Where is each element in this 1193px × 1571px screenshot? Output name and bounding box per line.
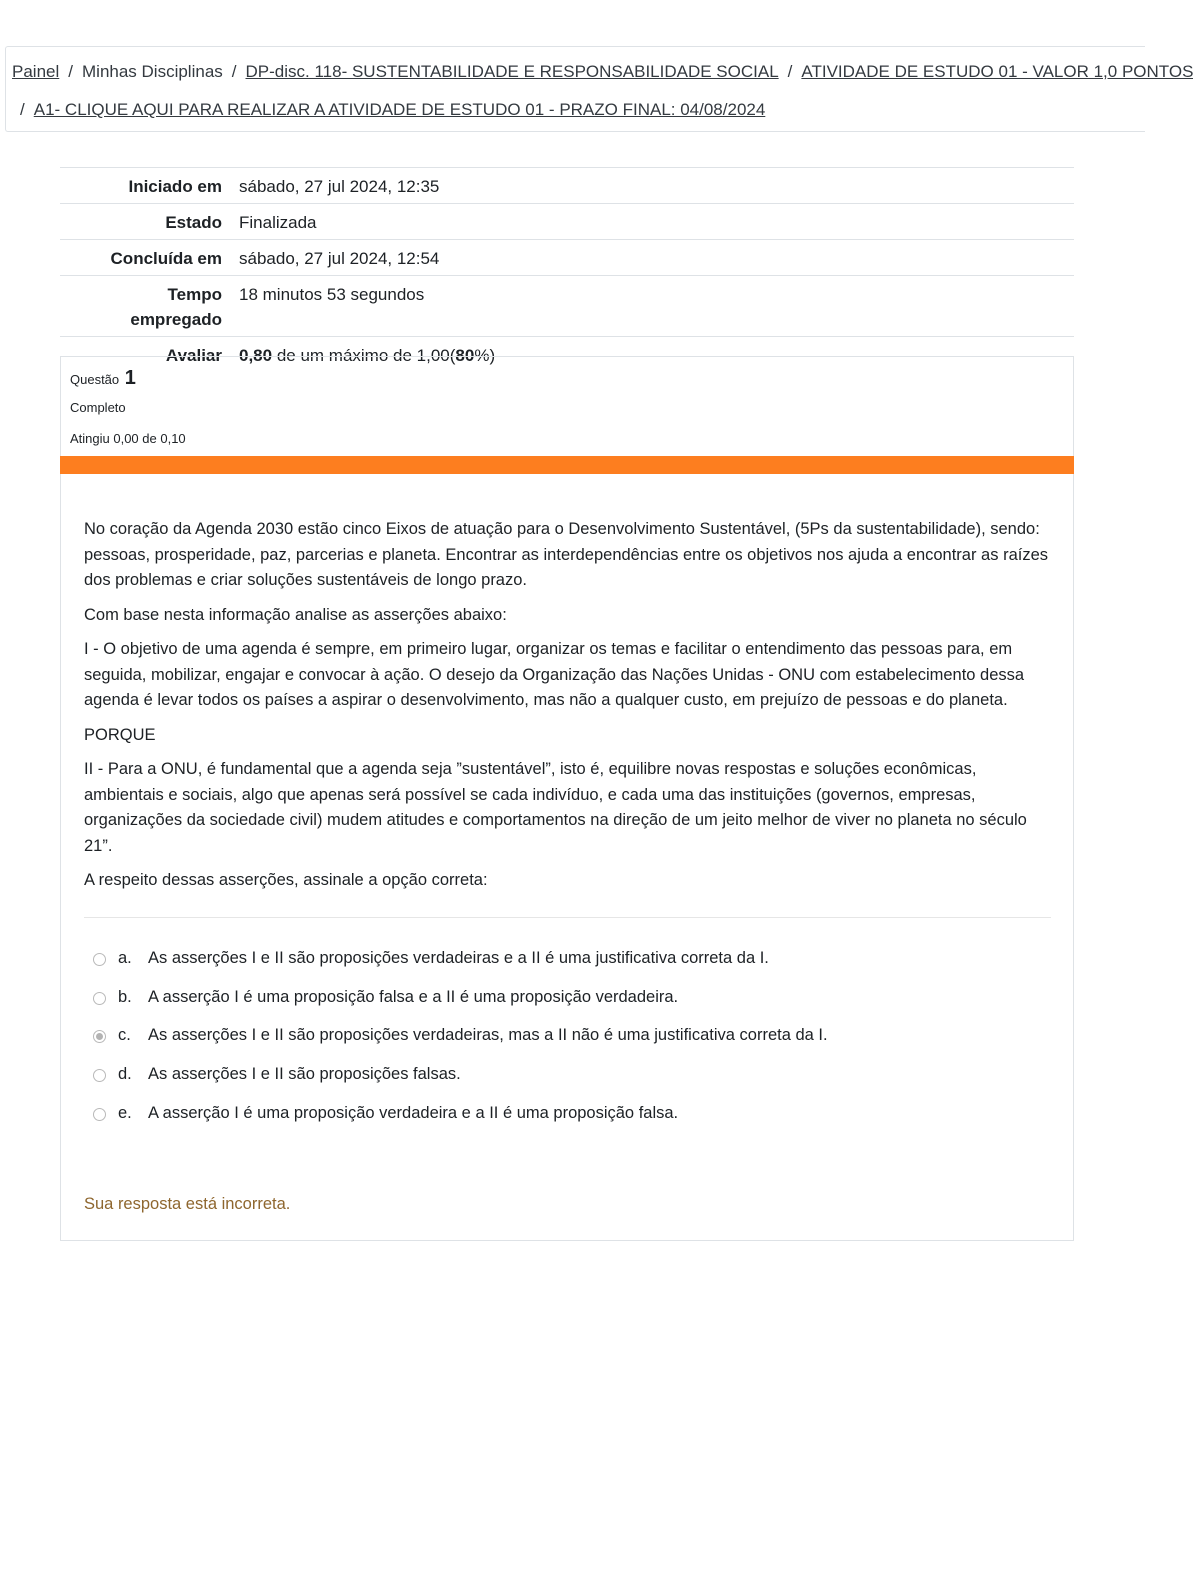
option-letter: b. [118, 987, 132, 1006]
time-label-line2: empregado [130, 310, 222, 329]
radio-button-selected[interactable] [93, 1030, 106, 1043]
attempt-summary-table [60, 167, 1074, 372]
question-paragraph: No coração da Agenda 2030 estão cinco Eixos de atuação para o Desenvolvimento Sustentável, (5Ps da sustentabilidade), sendo: pessoas, prosperidade, paz, parcerias e planeta. Encontrar as interdependências entre os objetivos nos ajuda a encontrar as raízes dos problemas e criar soluções sustentáveis de longo prazo. [84, 520, 1049, 589]
question-accent-bar [60, 456, 1074, 474]
radio-button[interactable] [93, 953, 106, 966]
question-number-value: 1 [124, 367, 136, 389]
completed-label: Concluída em [110, 249, 222, 268]
option-text: As asserções I e II são proposições falsas. [148, 1065, 461, 1084]
completed-value: sábado, 27 jul 2024, 12:54 [239, 249, 440, 268]
question-divider [84, 917, 1051, 918]
grade-percent: 80 [455, 346, 475, 365]
breadcrumb-separator: / [68, 62, 73, 81]
grade-score: 0,80 [239, 346, 273, 365]
question-number [70, 367, 136, 390]
option-text: As asserções I e II são proposições verdadeiras e a II é uma justificativa correta da I. [148, 949, 769, 967]
summary-row-state [60, 204, 1074, 240]
option-text: A asserção I é uma proposição verdadeira e a II é uma proposição falsa. [148, 1103, 679, 1122]
question-text [84, 517, 1054, 903]
question-card [60, 356, 1074, 1241]
option-text: A asserção I é uma proposição falsa e a II é uma proposição verdadeira. [148, 987, 679, 1006]
breadcrumb-separator: / [20, 100, 25, 119]
question-paragraph: Com base nesta informação analise as asserções abaixo: [84, 605, 507, 624]
option-text: As asserções I e II são proposições verdadeiras, mas a II não é uma justificativa correta da I. [148, 1026, 828, 1045]
breadcrumb [5, 46, 1193, 132]
option-letter: c. [118, 1026, 131, 1045]
option-letter: e. [118, 1103, 132, 1122]
summary-row-completed [60, 240, 1074, 276]
grade-label: Avaliar [165, 346, 222, 365]
question-paragraph: PORQUE [84, 725, 156, 744]
state-value: Finalizada [239, 213, 317, 232]
answer-feedback: Sua resposta está incorreta. [84, 1195, 291, 1213]
question-paragraph: II - Para a ONU, é fundamental que a agenda seja ”sustentável”, isto é, equilibre novas respostas e soluções econômicas, ambientais e sociais, algo que apenas será possível se cada indivíduo, e cada uma das instituições (governos, empresas, organizações da sociedade civil) mudem atitudes e comportamentos na direção de um jeito melhor de viver no planeta no século 21”. [84, 760, 1027, 855]
started-value: sábado, 27 jul 2024, 12:35 [239, 177, 440, 196]
breadcrumb-link-activity[interactable]: ATIVIDADE DE ESTUDO 01 - VALOR 1,0 PONTOS [801, 62, 1193, 81]
time-label-line1: Tempo [167, 285, 222, 304]
breadcrumb-link-painel[interactable]: Painel [12, 62, 60, 81]
breadcrumb-link-quiz[interactable]: A1- CLIQUE AQUI PARA REALIZAR A ATIVIDADE DE ESTUDO 01 - PRAZO FINAL: 04/08/2024 [33, 100, 766, 119]
breadcrumb-separator: / [787, 62, 793, 81]
option-letter: d. [118, 1065, 132, 1084]
summary-row-started [60, 168, 1074, 204]
started-label: Iniciado em [128, 177, 222, 196]
state-label: Estado [165, 213, 222, 232]
grade-mid: de um máximo de 1,00( [272, 346, 456, 365]
question-grade: Atingiu 0,00 de 0,10 [70, 431, 186, 446]
question-paragraph: A respeito dessas asserções, assinale a opção correta: [84, 871, 488, 889]
breadcrumb-link-course[interactable]: DP-disc. 118- SUSTENTABILIDADE E RESPONSABILIDADE SOCIAL [245, 62, 779, 81]
question-paragraph: I - O objetivo de uma agenda é sempre, em primeiro lugar, organizar os temas e facilitar o entendimento das pessoas para, em seguida, mobilizar, engajar e convocar à ação. O desejo da Organização das Nações Unidas - ONU com estabelecimento dessa agenda é levar todos os países a aspirar o desenvolvimento, mas não a qualquer custo, em prejuízo de pessoas e do planeta. [84, 640, 1025, 709]
question-state: Completo [70, 400, 126, 415]
time-value: 18 minutos 53 segundos [239, 285, 425, 304]
time-label [60, 276, 239, 337]
breadcrumb-item-minhas-disciplinas: Minhas Disciplinas [82, 62, 223, 81]
question-label: Questão [70, 372, 120, 387]
radio-button[interactable] [93, 1108, 106, 1121]
grade-end: %) [474, 346, 496, 365]
option-letter: a. [118, 949, 132, 967]
summary-row-time [60, 276, 1074, 337]
radio-button[interactable] [93, 1069, 106, 1082]
radio-button[interactable] [93, 992, 106, 1005]
breadcrumb-separator: / [231, 62, 237, 81]
